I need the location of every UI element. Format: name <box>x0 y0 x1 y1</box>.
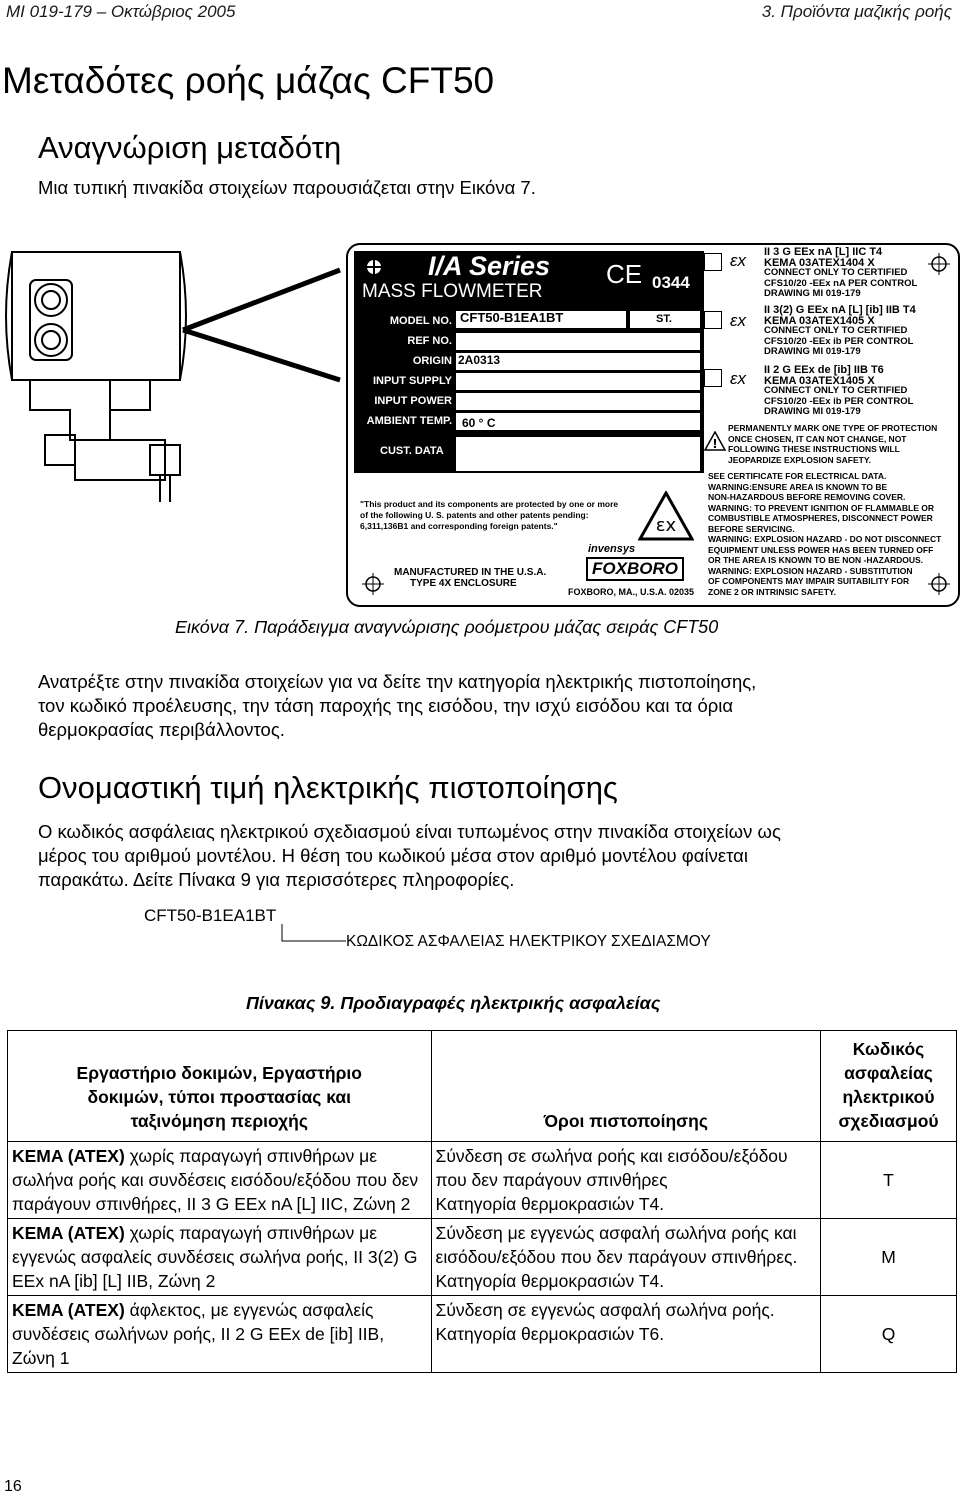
mount-hole-icon <box>926 571 952 597</box>
origin-value: 2A0313 <box>458 353 501 367</box>
model-example: CFT50-B1EA1BT <box>144 906 277 925</box>
nameplate <box>346 243 960 607</box>
cert-block-3: II 2 G EEx de [ib] IIB T6 KEMA 03ATEX1405 X CONNECT ONLY TO CERTIFIED CFS10/20 -EEx ib PER CONTROL DRAWING MI 019-179 <box>764 364 914 417</box>
warnings-text: SEE CERTIFICATE FOR ELECTRICAL DATA. WARNING:ENSURE AREA IS KNOWN TO BE NON-HAZARDOUS BEFORE REMOVING COVER. WARNING: TO PREVENT IGNITION OF FLAMMABLE OR COMBUSTIBLE ATMOSPHERES, DISCONNECT POWER BEFORE SERVICING. WARNING: EXPLOSION HAZARD - DO NOT DISCONNECT EQUIPMENT UNLESS POWER HAS BEEN TURNED OFF OR THE AREA IS KNOWN TO BE NON -HAZARDOUS. WARNING: EXPLOSION HAZARD - SUBSTITUTION OF COMPONENTS MAY IMPAIR SUITABILITY FOR ZONE 2 OR INTRINSIC SAFETY. <box>708 471 942 597</box>
label-input-power: INPUT POWER <box>374 395 452 407</box>
label-ambient: AMBIENT TEMP. <box>366 415 452 427</box>
ex-icon: εx <box>730 251 746 270</box>
foxboro-logo: FOXBORO <box>586 557 684 581</box>
product-name: MASS FLOWMETER <box>362 281 543 302</box>
row-lab: KEMA (ATEX) άφλεκτος, με εγγενώς ασφαλείς συνδέσεις σωλήνων ροής, II 2 G EEx de [ib] IIB, Ζώνη 1 <box>8 1296 432 1373</box>
manufactured-text: MANUFACTURED IN THE U.S.A. <box>394 567 547 578</box>
ex-symbol-icon <box>638 491 694 541</box>
page-number: 16 <box>4 1478 22 1495</box>
patent-text: "This product and its components are protected by one or more of the following U. S. patents and other patents pending: 6,311,136B1 and corresponding foreign patents." <box>360 499 619 531</box>
foxboro-address: FOXBORO, MA., U.S.A. 02035 <box>568 587 695 597</box>
section-heading-identification: Αναγνώριση μεταδότη <box>38 130 342 165</box>
cert-block-1: II 3 G EEx nA [L] IIC T4 KEMA 03ATEX1404 X CONNECT ONLY TO CERTIFIED CFS10/20 -EEx nA PER CONTROL DRAWING MI 019-179 <box>764 246 918 299</box>
row-code: T <box>821 1142 957 1219</box>
cert-block-2: II 3(2) G EEx nA [L] [ib] IIB T4 KEMA 03ATEX1405 X CONNECT ONLY TO CERTIFIED CFS10/20 -EEx ib PER CONTROL DRAWING MI 019-179 <box>764 304 916 357</box>
table-row <box>8 1142 957 1219</box>
warning-icon <box>704 431 726 451</box>
paragraph-nameplate: Ανατρέξτε στην πινακίδα στοιχείων για να δείτε την κατηγορία ηλεκτρικής πιστοποίησης, τον κωδικό προέλευσης, την τάση παροχής της εισόδου, την ισχύ εισόδου και τα όρια θερμοκρασίας περιβάλλοντος. <box>38 671 757 740</box>
mount-hole-icon <box>360 571 386 597</box>
intro-text: Μια τυπική πινακίδα στοιχείων παρουσιάζεται στην Εικόνα 7. <box>38 177 536 198</box>
model-value: CFT50-B1EA1BT <box>460 310 564 325</box>
input-power-field <box>456 393 700 410</box>
ref-field <box>456 333 700 350</box>
code-pointer-line <box>270 922 350 946</box>
row-code: M <box>821 1219 957 1296</box>
label-input-supply: INPUT SUPPLY <box>372 375 452 387</box>
page-title: Μεταδότες ροής μάζας CFT50 <box>2 60 495 101</box>
transmitter-drawing <box>0 240 350 520</box>
table-header-row <box>8 1031 957 1142</box>
figure-caption: Εικόνα 7. Παράδειγμα αναγνώρισης ροόμετρου μάζας σειράς CFT50 <box>175 617 719 637</box>
row-code: Q <box>821 1296 957 1373</box>
row-conditions: Σύνδεση με εγγενώς ασφαλή σωλήνα ροής και εισόδου/εξόδου που δεν παράγουν σπινθήρες. Κατηγορία θερμοκρασιών Τ4. <box>431 1219 821 1296</box>
mount-hole-icon <box>362 255 386 279</box>
label-cust-data: CUST. DATA <box>380 445 444 457</box>
svg-text:εx: εx <box>655 515 677 536</box>
label-model: MODEL NO. <box>389 315 452 327</box>
mount-hole-icon <box>926 251 952 277</box>
checkbox-zone1[interactable] <box>704 369 722 387</box>
header-code: Κωδικός ασφαλείας ηλεκτρικού σχεδιασμού <box>821 1031 957 1142</box>
checkbox-zone2-nA[interactable] <box>704 253 722 271</box>
invensys-logo: invensys <box>588 543 636 555</box>
header-left: MI 019-179 – Οκτώβριος 2005 <box>6 2 236 21</box>
table-caption: Πίνακας 9. Προδιαγραφές ηλεκτρικής ασφαλείας <box>246 993 661 1013</box>
permanently-mark-text: PERMANENTLY MARK ONE TYPE OF PROTECTION ONCE CHOSEN, IT CAN NOT CHANGE, NOT FOLLOWING THESE INSTRUCTIONS WILL JEOPARDIZE EXPLOSION SAFETY. <box>728 423 938 465</box>
ambient-value: 60 ° C <box>462 416 496 430</box>
enclosure-text: TYPE 4X ENCLOSURE <box>410 578 517 589</box>
cust-data-field <box>456 437 700 471</box>
row-lab: KEMA (ATEX) χωρίς παραγωγή σπινθήρων με σωλήνα ροής και συνδέσεις εισόδου/εξόδου που δεν παράγουν σπινθήρες, II 3 G EEx nA [L] IIC, Ζώνη 2 <box>8 1142 432 1219</box>
model-code-label: ΚΩΔΙΚΟΣ ΑΣΦΑΛΕΙΑΣ ΗΛΕΚΤΡΙΚΟΥ ΣΧΕΔΙΑΣΜΟΥ <box>346 933 711 950</box>
table-row <box>8 1296 957 1373</box>
st-label: ST. <box>656 313 672 325</box>
label-ref: REF NO. <box>407 335 452 347</box>
nameplate-labels <box>360 311 452 461</box>
svg-text:!: ! <box>712 437 718 451</box>
header-conditions: Όροι πιστοποίησης <box>431 1031 821 1142</box>
row-conditions: Σύνδεση σε σωλήνα ροής και εισόδου/εξόδου που δεν παράγουν σπινθήρες Κατηγορία θερμοκρασιών Τ4. <box>431 1142 821 1219</box>
input-supply-field <box>456 373 700 390</box>
checkbox-zone2-ib[interactable] <box>704 311 722 329</box>
row-lab: KEMA (ATEX) χωρίς παραγωγή σπινθήρων με εγγενώς ασφαλείς συνδέσεις σωλήνα ροής, II 3(2) G EEx nA [ib] [L] IIB, Ζώνη 2 <box>8 1219 432 1296</box>
ce-mark-icon: CE <box>606 259 643 289</box>
brand-logo: I/A Series <box>428 251 551 281</box>
table-row <box>8 1219 957 1296</box>
safety-spec-table <box>7 1030 957 1373</box>
section-heading-certification: Ονομαστική τιμή ηλεκτρικής πιστοποίησης <box>38 770 618 805</box>
paragraph-certification: Ο κωδικός ασφάλειας ηλεκτρικού σχεδιασμού είναι τυπωμένος στην πινακίδα στοιχείων ως μέρος του αριθμού μοντέλου. Η θέση του κωδικού μέσα στον αριθμό μοντέλου φαίνεται παρακάτω. Δείτε Πίνακα 9 για περισσότερες πληροφορίες. <box>38 821 781 890</box>
label-origin: ORIGIN <box>412 355 452 367</box>
row-conditions: Σύνδεση σε εγγενώς ασφαλή σωλήνα ροής. Κατηγορία θερμοκρασιών Τ6. <box>431 1296 821 1373</box>
ex-icon: εx <box>730 311 746 330</box>
ce-number: 0344 <box>652 273 690 292</box>
header-lab: Εργαστήριο δοκιμών, Εργαστήριο δοκιμών, τύποι προστασίας και ταξινόμηση περιοχής <box>8 1031 432 1142</box>
ex-icon: εx <box>730 369 746 388</box>
header-right: 3. Προϊόντα μαζικής ροής <box>761 2 952 21</box>
